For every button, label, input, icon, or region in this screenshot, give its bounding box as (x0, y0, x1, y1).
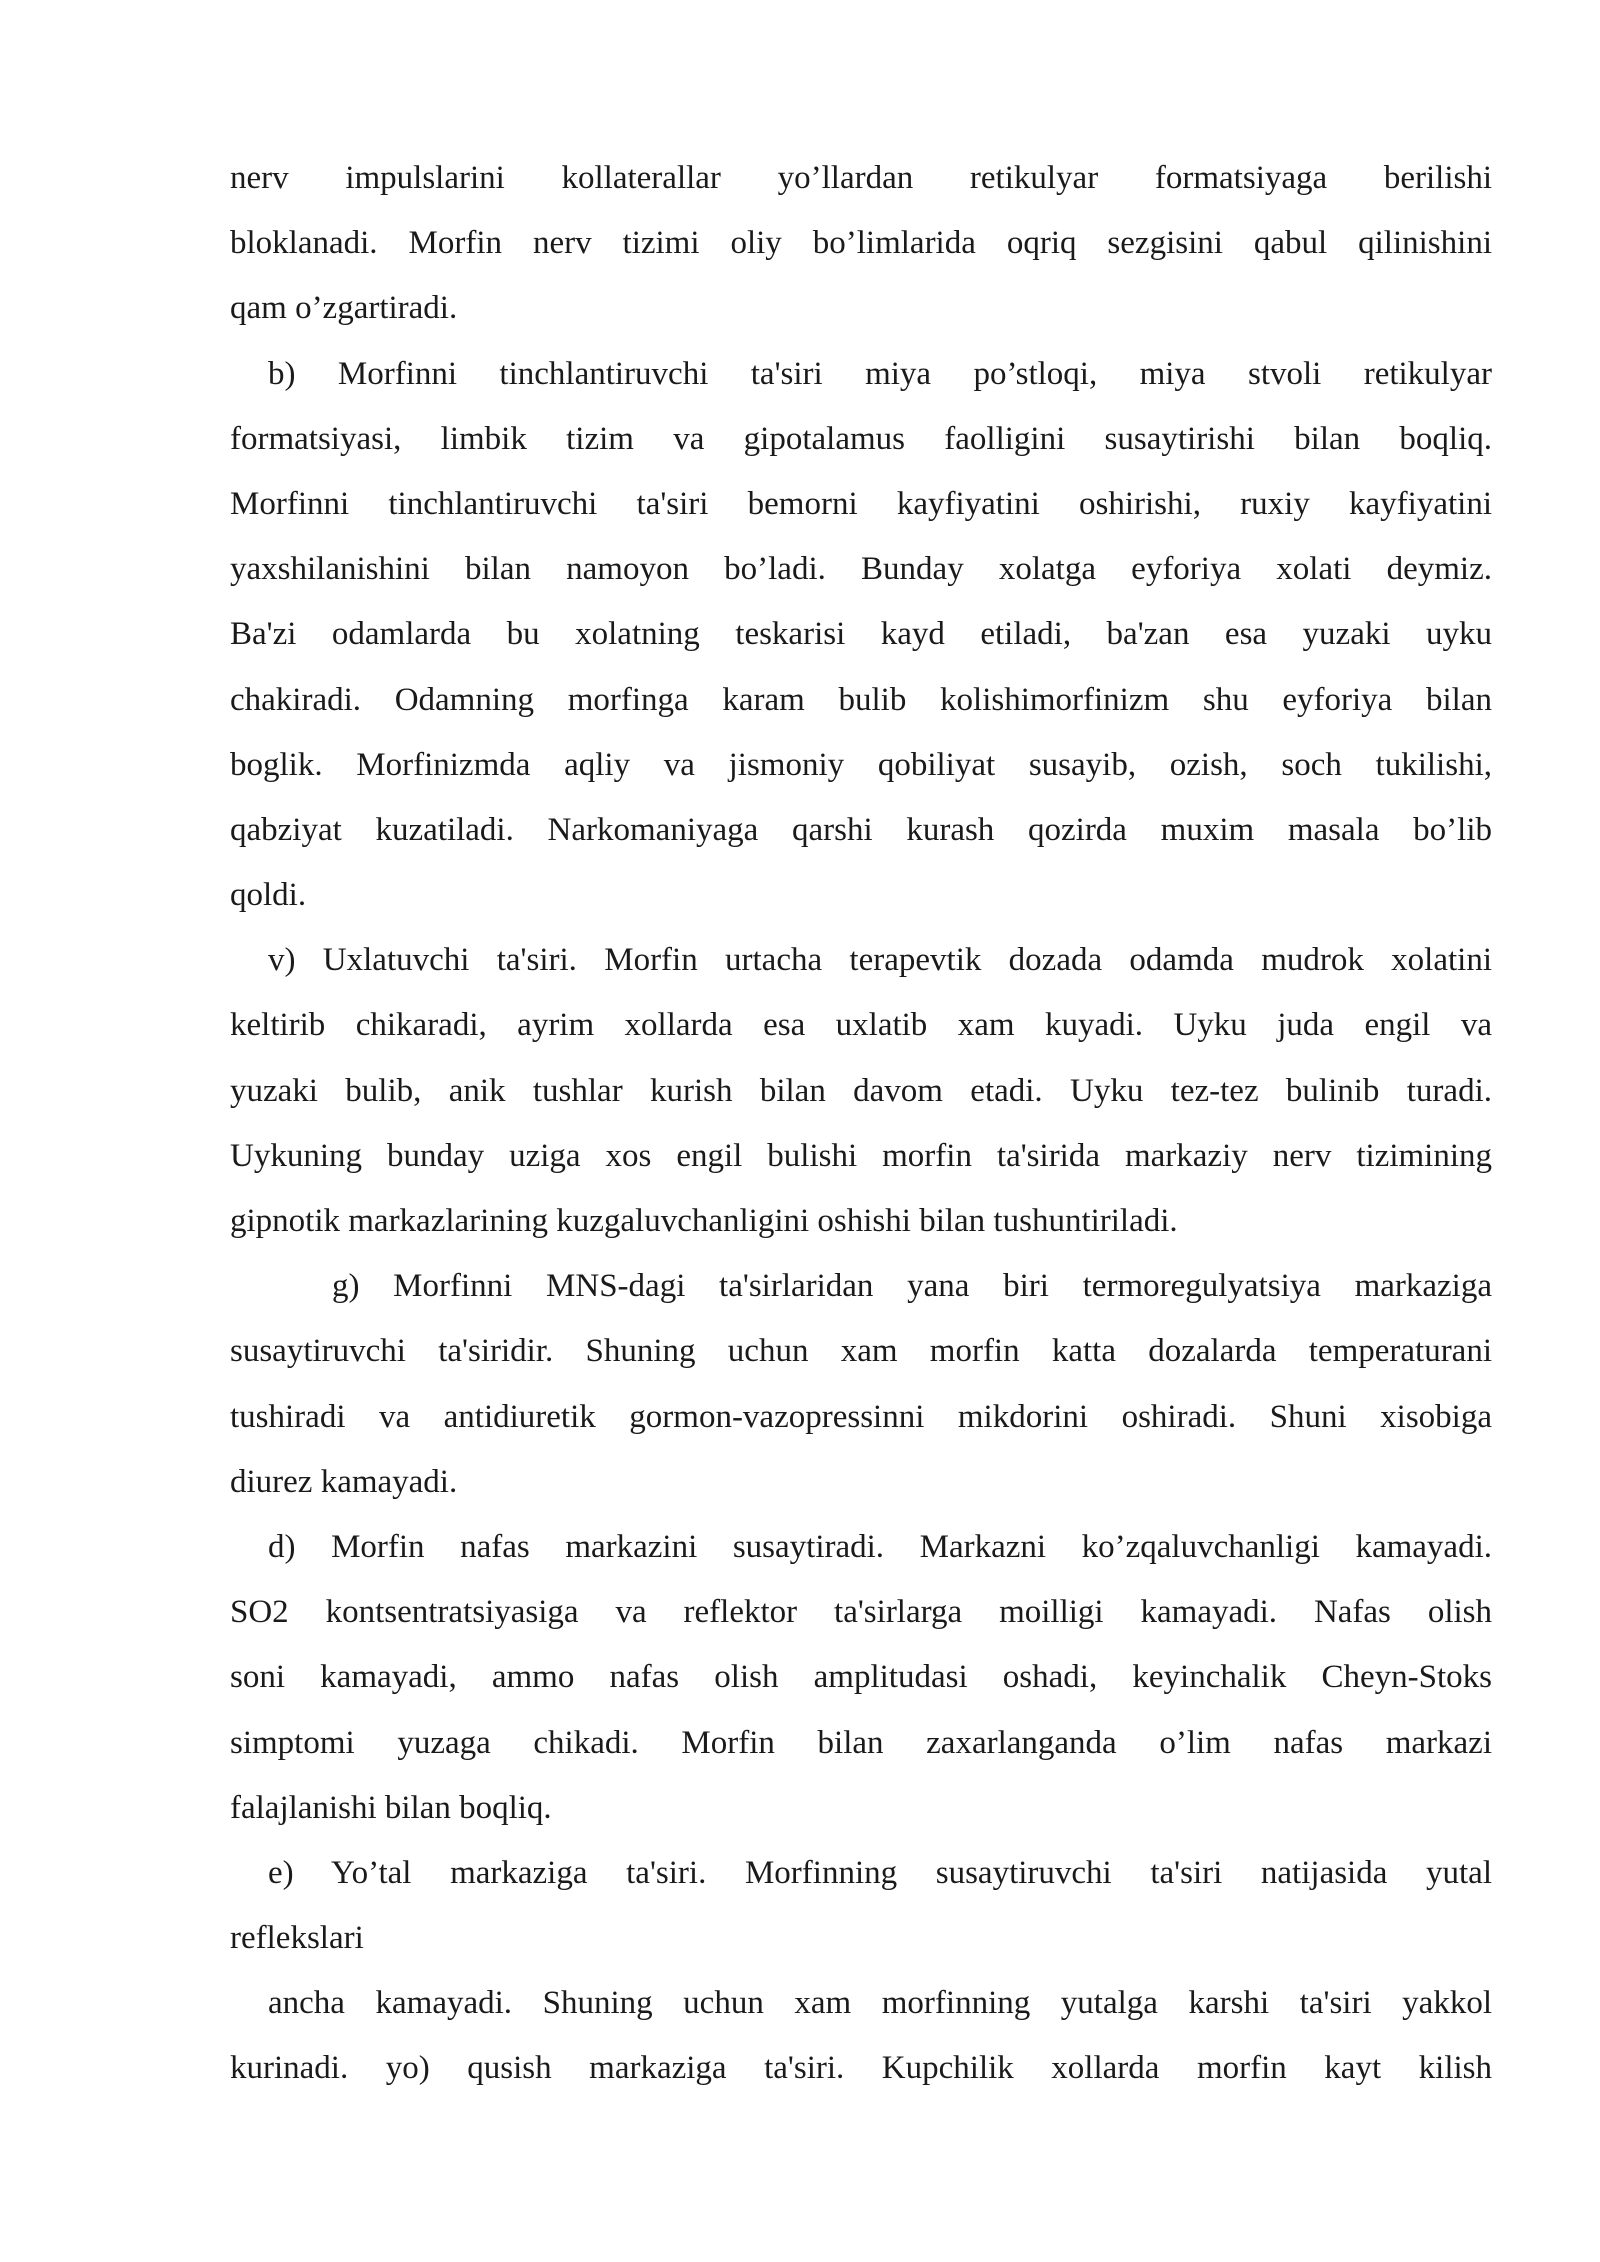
text-line: keltirib chikaradi, ayrim xollarda esa uxlatib xam kuyadi. Uyku juda engil va (230, 1007, 1492, 1044)
text-line: bloklanadi. Morfin nerv tizimi oliy bo’limlarida oqriq sezgisini qabul qilinishini (230, 225, 1492, 262)
text-line: Morfinni tinchlantiruvchi ta'siri bemorni kayfiyatini oshirishi, ruxiy kayfiyatini (230, 485, 1492, 522)
text-line: gipnotik markazlarining kuzgaluvchanligini oshishi bilan tushuntiriladi. (230, 1203, 1178, 1239)
text-line: nerv impulslarini kollaterallar yo’llardan retikulyar formatsiyaga berilishi (230, 160, 1492, 196)
paragraph-start-line: v) Uxlatuvchi ta'siri. Morfin urtacha terapevtik dozada odamda mudrok xolatini (268, 942, 1492, 979)
text-line: formatsiyasi, limbik tizim va gipotalamus faolligini susaytirishi bilan boqliq. (230, 420, 1492, 457)
text-line: simptomi yuzaga chikadi. Morfin bilan zaxarlanganda o’lim nafas markazi (230, 1724, 1492, 1761)
text-line: SO2 kontsentratsiyasiga va reflektor ta'sirlarga moilligi kamayadi. Nafas olish (230, 1594, 1492, 1631)
text-line: soni kamayadi, ammo nafas olish amplitudasi oshadi, keyinchalik Cheyn-Stoks (230, 1659, 1492, 1696)
paragraph-start-line: g) Morfinni MNS-dagi ta'sirlaridan yana biri termoregulyatsiya markaziga (332, 1268, 1492, 1305)
text-line: qam o’zgartiradi. (230, 290, 458, 327)
text-line: chakiradi. Odamning morfinga karam bulib kolishimorfinizm shu eyforiya bilan (230, 681, 1492, 718)
text-line: falajlanishi bilan boqliq. (230, 1789, 552, 1826)
paragraph-start-line: d) Morfin nafas markazini susaytiradi. Markazni ko’zqaluvchanligi kamayadi. (268, 1528, 1492, 1565)
text-line: qoldi. (230, 877, 307, 914)
text-line: kurinadi. yo) qusish markaziga ta'siri. Kupchilik xollarda morfin kayt kilish (230, 2050, 1492, 2087)
text-line: boglik. Morfinizmda aqliy va jismoniy qobiliyat susayib, ozish, soch tukilishi, (230, 746, 1492, 783)
text-line: tushiradi va antidiuretik gormon-vazopressinni mikdorini oshiradi. Shuni xisobiga (230, 1398, 1492, 1435)
text-line: yaxshilanishini bilan namoyon bo’ladi. Bunday xolatga eyforiya xolati deymiz. (230, 551, 1492, 588)
text-line: diurez kamayadi. (230, 1463, 458, 1500)
text-line: Ba'zi odamlarda bu xolatning teskarisi kayd etiladi, ba'zan esa yuzaki uyku (230, 616, 1492, 653)
paragraph-start-line: ancha kamayadi. Shuning uchun xam morfinning yutalga karshi ta'siri yakkol (268, 1985, 1492, 2022)
text-line: qabziyat kuzatiladi. Narkomaniyaga qarshi kurash qozirda muxim masala bo’lib (230, 811, 1492, 848)
text-line: yuzaki bulib, anik tushlar kurish bilan davom etadi. Uyku tez-tez bulinib turadi. (230, 1072, 1492, 1109)
paragraph-start-line: b) Morfinni tinchlantiruvchi ta'siri miya po’stloqi, miya stvoli retikulyar (268, 355, 1492, 392)
text-line: Uykuning bunday uziga xos engil bulishi morfin ta'sirida markaziy nerv tizimining (230, 1137, 1492, 1174)
paragraph-start-line: e) Yo’tal markaziga ta'siri. Morfinning susaytiruvchi ta'siri natijasida yutal (268, 1854, 1492, 1891)
document-text (230, 146, 1492, 2102)
text-line: susaytiruvchi ta'siridir. Shuning uchun xam morfin katta dozalarda temperaturani (230, 1333, 1492, 1370)
text-line: reflekslari (230, 1920, 364, 1957)
